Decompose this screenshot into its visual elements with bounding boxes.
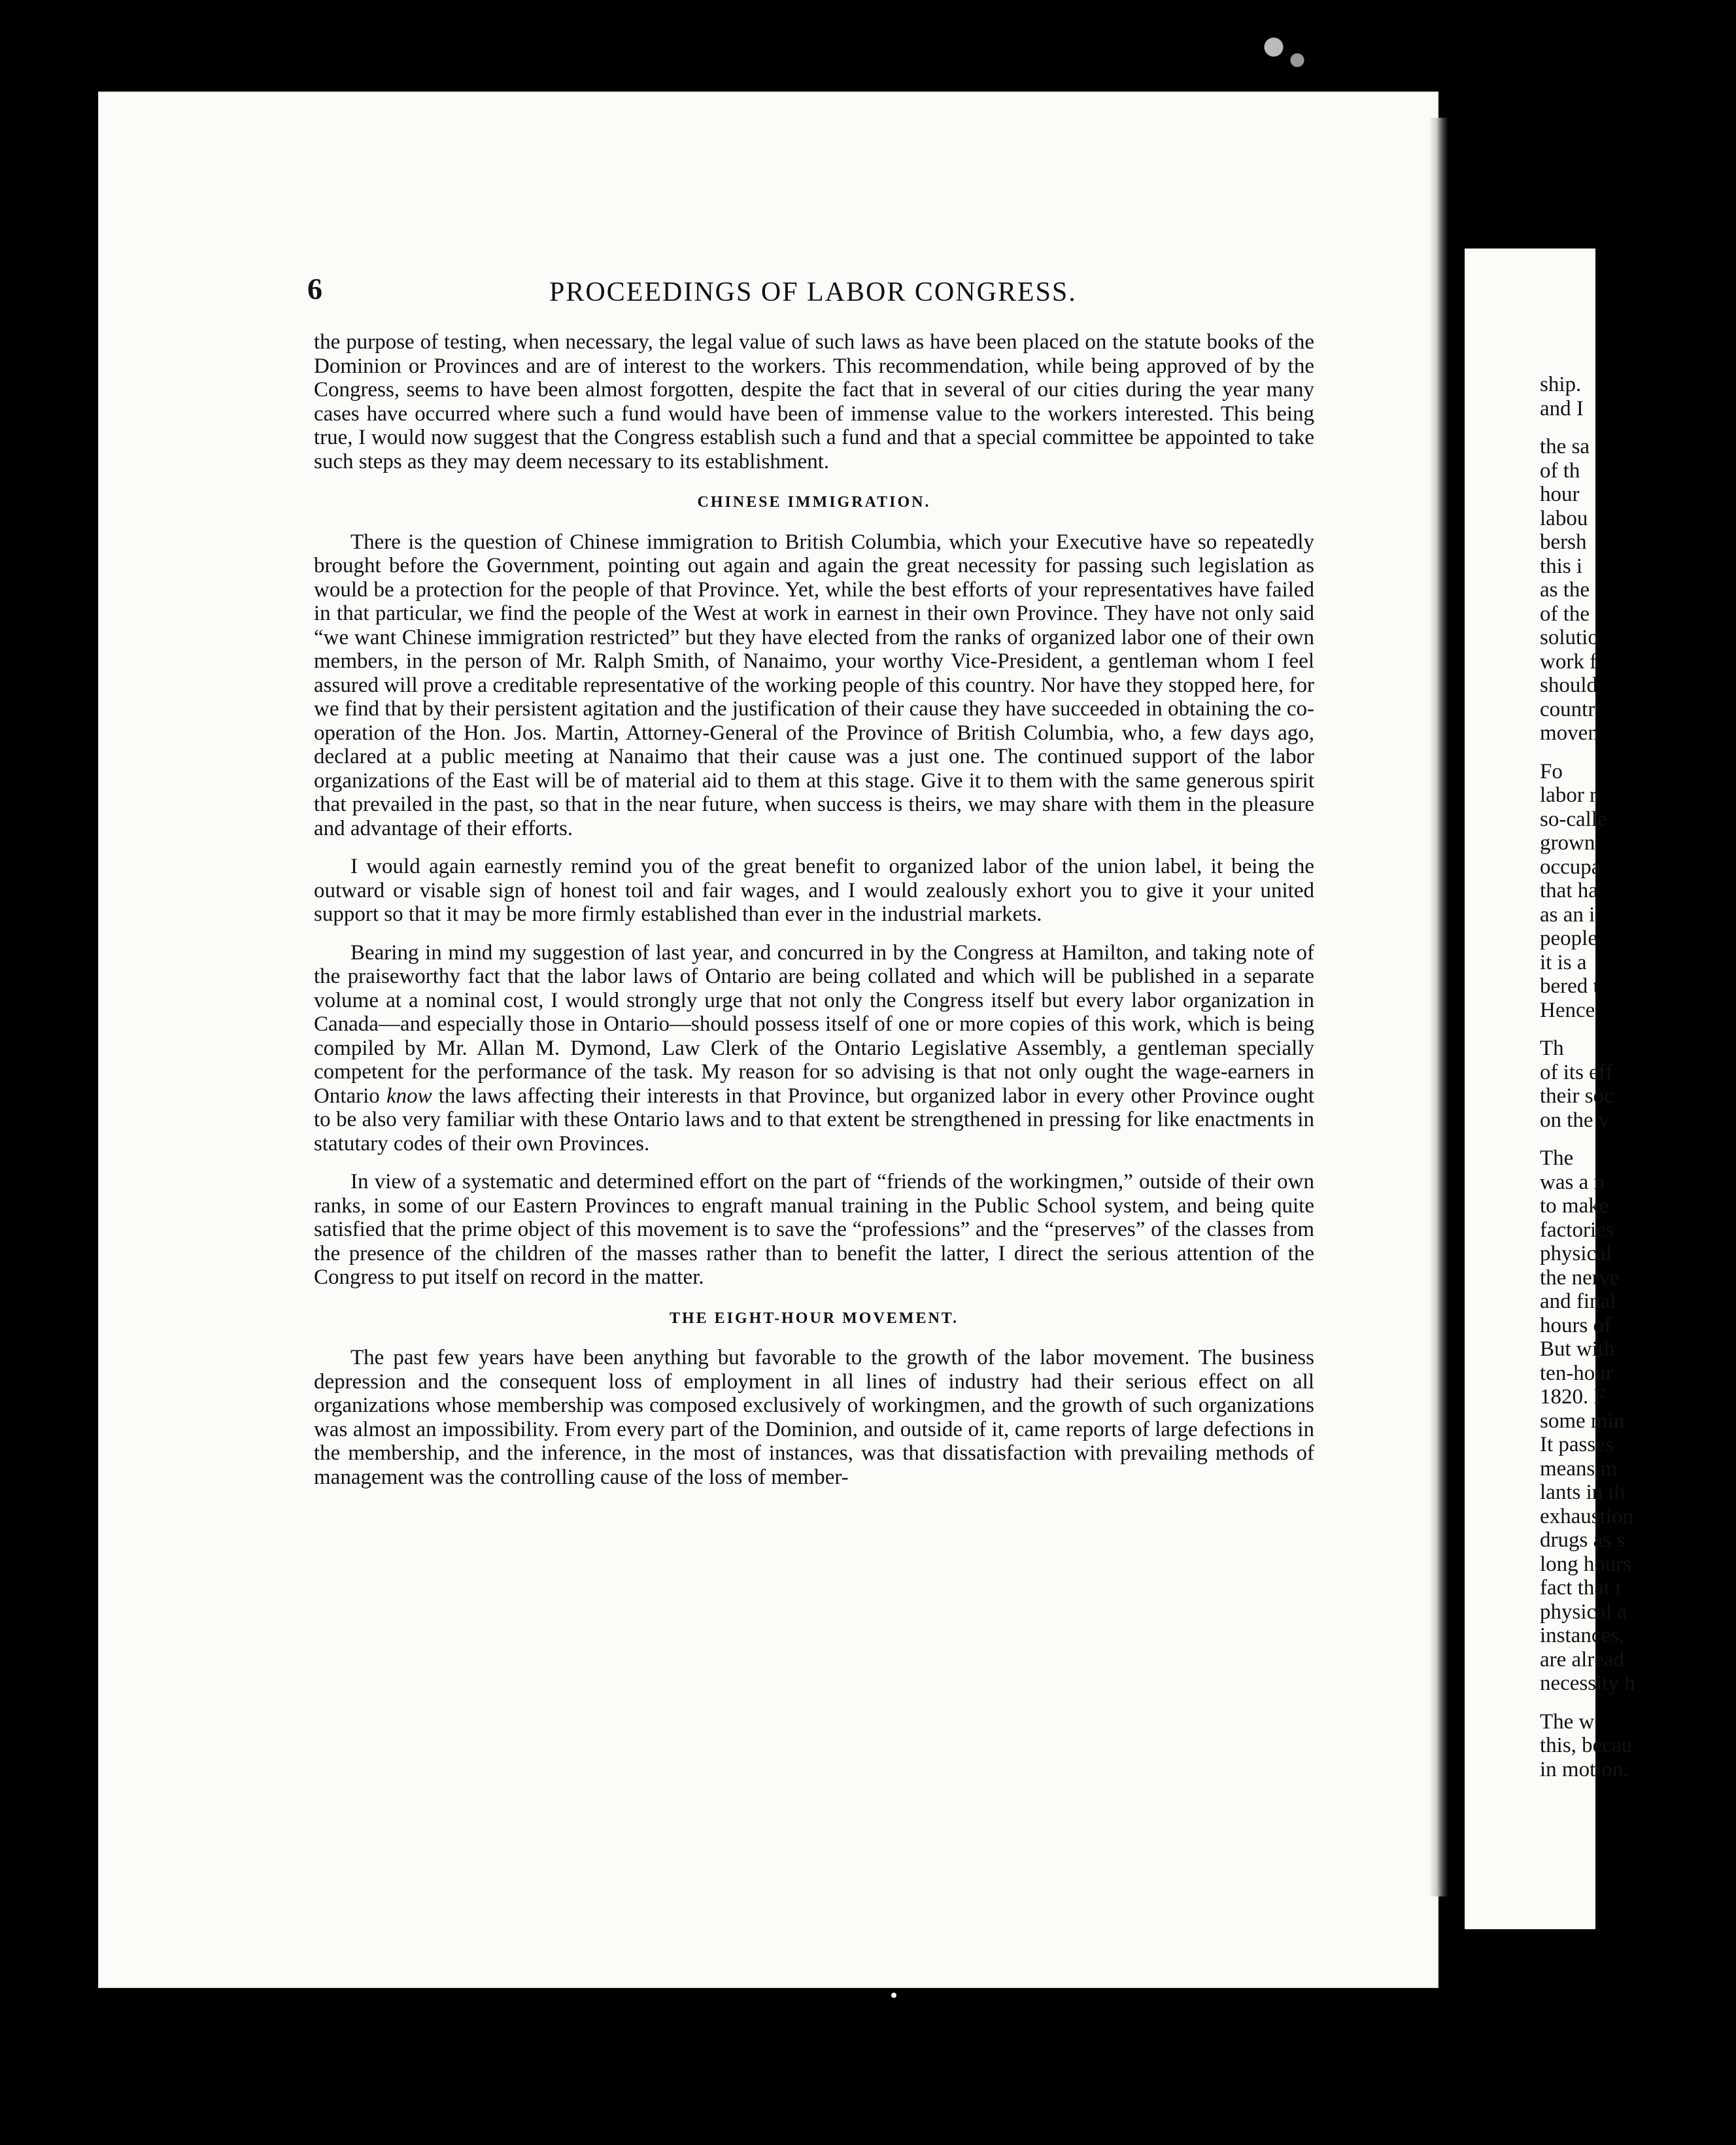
right-page-text	[1540, 373, 1736, 1781]
right-page-line: ship.	[1540, 373, 1582, 396]
right-page-line: The	[1540, 1146, 1574, 1170]
right-page-line: It passes	[1540, 1433, 1614, 1456]
right-page-line: some min	[1540, 1409, 1625, 1433]
right-page-line: work f	[1540, 649, 1597, 674]
right-page-line: grown	[1540, 831, 1595, 855]
right-page-line: as an i	[1540, 902, 1595, 927]
right-page-gap	[1540, 746, 1736, 760]
right-page-line: that ha	[1540, 879, 1598, 902]
right-page-line: should	[1540, 674, 1598, 697]
right-page-line: on the v	[1540, 1108, 1610, 1132]
ontario-text-after: the laws affecting their interests in that Province, but organized labor in every other Province ought to be also very familiar with these Ontario laws and to that extent be strengthened in pressing for like enactments in statutary codes of their own Provinces.	[314, 1084, 1314, 1156]
right-page-gap	[1540, 1132, 1736, 1146]
right-page-line: necessity h	[1540, 1672, 1635, 1695]
paragraph-union-label: I would again earnestly remind you of the great benefit to organized labor of the union label, it being the outward or visable sign of honest toil and fair wages, and I would zealously exhort you to give it your united support so that it may be more firmly established than ever in the industrial markets.	[314, 855, 1314, 926]
right-page-line: occupa	[1540, 855, 1601, 879]
right-page-line: so-calle	[1540, 807, 1607, 831]
page-gutter-shadow	[1429, 118, 1448, 1896]
right-page-line: in motion.	[1540, 1757, 1629, 1781]
right-page-line: Th	[1540, 1037, 1564, 1060]
right-page-line: of th	[1540, 458, 1580, 483]
paragraph-manual-training: In view of a systematic and determined effort on the part of “friends of the workingmen,” outside of their own ranks, in some of our Eastern Provinces to engraft manual training in the Public School system, and being quite satisfied that the prime object of this movement is to save the “professions” and the “preserves” of the classes from the presence of the children of the masses rather than to benefit the latter, I direct the serious attention of the Congress to put itself on record in the matter.	[314, 1170, 1314, 1289]
page-header	[209, 271, 1321, 317]
right-page-line: lants in th	[1540, 1481, 1625, 1504]
right-page-line: Hence	[1540, 998, 1595, 1022]
right-page-line: people.	[1540, 927, 1603, 950]
right-page-line: countr	[1540, 697, 1595, 721]
right-page-line: solutio	[1540, 626, 1599, 649]
right-page-line: long hours	[1540, 1552, 1632, 1576]
right-page-line: hour	[1540, 483, 1580, 506]
right-page-line: moven	[1540, 721, 1599, 745]
right-page-line: instances,	[1540, 1624, 1625, 1647]
right-page-line: labou	[1540, 506, 1588, 530]
scan-speck	[1242, 26, 1321, 78]
right-page-line: Fo	[1540, 759, 1563, 783]
right-page-line: labor r	[1540, 783, 1597, 807]
right-page-line: are alread	[1540, 1647, 1625, 1672]
page-number: 6	[307, 272, 322, 305]
right-page-line: it is a	[1540, 950, 1587, 974]
right-page-line: The w	[1540, 1709, 1595, 1734]
right-page-line: physical a	[1540, 1600, 1627, 1624]
right-page-line: this, becau	[1540, 1734, 1633, 1757]
right-page-line: to make	[1540, 1194, 1609, 1218]
section-heading-chinese-immigration: CHINESE IMMIGRATION.	[697, 494, 931, 511]
right-page-line: was a n	[1540, 1170, 1605, 1194]
right-page-line: hours of	[1540, 1313, 1612, 1337]
right-page-line: exhaustion	[1540, 1504, 1633, 1528]
right-page-line: the sa	[1540, 435, 1590, 458]
section-heading-eight-hour: THE EIGHT-HOUR MOVEMENT.	[669, 1309, 959, 1327]
right-page-line: of the	[1540, 602, 1590, 626]
right-page-line: 1820. F	[1540, 1385, 1606, 1409]
right-page-gap	[1540, 1696, 1736, 1710]
right-page-gap	[1540, 420, 1736, 435]
right-page-fragment	[1465, 249, 1635, 1929]
main-text-column	[314, 330, 1314, 1489]
right-page-gap	[1540, 1022, 1736, 1037]
right-page-line: and I	[1540, 396, 1584, 420]
right-page-line: drugs as s	[1540, 1528, 1625, 1552]
paragraph-eight-hour: The past few years have been anything but favorable to the growth of the labor movement. The business depression and the consequent loss of employment in all lines of industry had their serious effect on all organizations whose membership was composed exclusively of workingmen, and the growth of such organizations was almost an impossibility. From every part of the Dominion, and outside of it, came reports of large defections in the membership, and the inference, in the most of instances, was that dissatisfaction with prevailing methods of management was the controlling cause of the loss of member-	[314, 1346, 1314, 1489]
emphasis-know: know	[386, 1084, 432, 1108]
right-page-line: ten-hour	[1540, 1361, 1613, 1385]
paragraph-chinese-immigration: There is the question of Chinese immigration to British Columbia, which your Executive have so repeatedly brought before the Government, pointing out again and again the great necessity for passing such legislation as would be a protection for the people of that Province. Yet, while the best efforts of your representatives have failed in that particular, we find the people of the West at work in earnest in their own Province. They have not only said “we want Chinese immigration restricted” but they have elected from the ranks of organized labor one of their own members, in the person of Mr. Ralph Smith, of Nanaimo, your worthy Vice-President, a gentleman whom I feel assured will prove a creditable representative of the working people of this country. Nor have they stopped here, for we find that by their persistent agitation and the justification of their cause they have succeeded in obtaining the co-operation of the Hon. Jos. Martin, Attorney-General of the Province of British Columbia, who, a few days ago, declared at a public meeting at Nanaimo that their cause was a just one. The continued support of the labor organizations of the East will be of material aid to them at this stage. Give it to them with the same generous spirit that prevailed in the past, so that in the near future, when success is theirs, we may share with them in the pleasure and advantage of their efforts.	[314, 530, 1314, 840]
right-page-line: and final	[1540, 1290, 1616, 1313]
right-page-line: fact that t	[1540, 1576, 1622, 1600]
right-page-line: bered t	[1540, 974, 1599, 998]
right-page-line: this i	[1540, 554, 1583, 578]
running-head: PROCEEDINGS OF LABOR CONGRESS.	[549, 277, 1077, 307]
right-page-line: their soc	[1540, 1084, 1614, 1108]
right-page-line: means m	[1540, 1456, 1618, 1481]
paragraph-continued: the purpose of testing, when necessary, the legal value of such laws as have been placed on the statute books of the Dominion or Provinces and are of interest to the workers. This recommendation, while being approved of by the Congress, seems to have been almost forgotten, despite the fact that in several of our cities during the year many cases have occurred where such a fund would have been of immense value to the workers interested. This being true, I would now suggest that the Congress establish such a fund and that a special committee be appointed to take such steps as they may deem necessary to its establishment.	[314, 330, 1314, 473]
ontario-text-before: Bearing in mind my suggestion of last year, and concurred in by the Congress at Hamilton, and taking note of the praiseworthy fact that the labor laws of Ontario are being collated and which will be published in a separate volume at a nominal cost, I would strongly urge that not only the Congress itself but every labor organization in Canada—and especially those in Ontario—should possess itself of one or more copies of this work, which is being compiled by Mr. Allan M. Dymond, Law Clerk of the Ontario Legislative Assembly, a gentleman specially competent for the performance of the task. My reason for so advising is that not only ought the wage-earners in Ontario	[314, 940, 1314, 1108]
right-page-line: the nerve	[1540, 1265, 1620, 1290]
right-page-line: factories	[1540, 1218, 1614, 1242]
right-page-line: of its eff	[1540, 1060, 1613, 1084]
page-mark	[891, 1993, 896, 1998]
paragraph-ontario-labor-laws	[314, 941, 1314, 1156]
right-page-line: physical	[1540, 1242, 1612, 1265]
right-page-line: as the	[1540, 578, 1590, 602]
right-page-line: bersh	[1540, 530, 1587, 554]
right-page-line: But with	[1540, 1337, 1615, 1361]
